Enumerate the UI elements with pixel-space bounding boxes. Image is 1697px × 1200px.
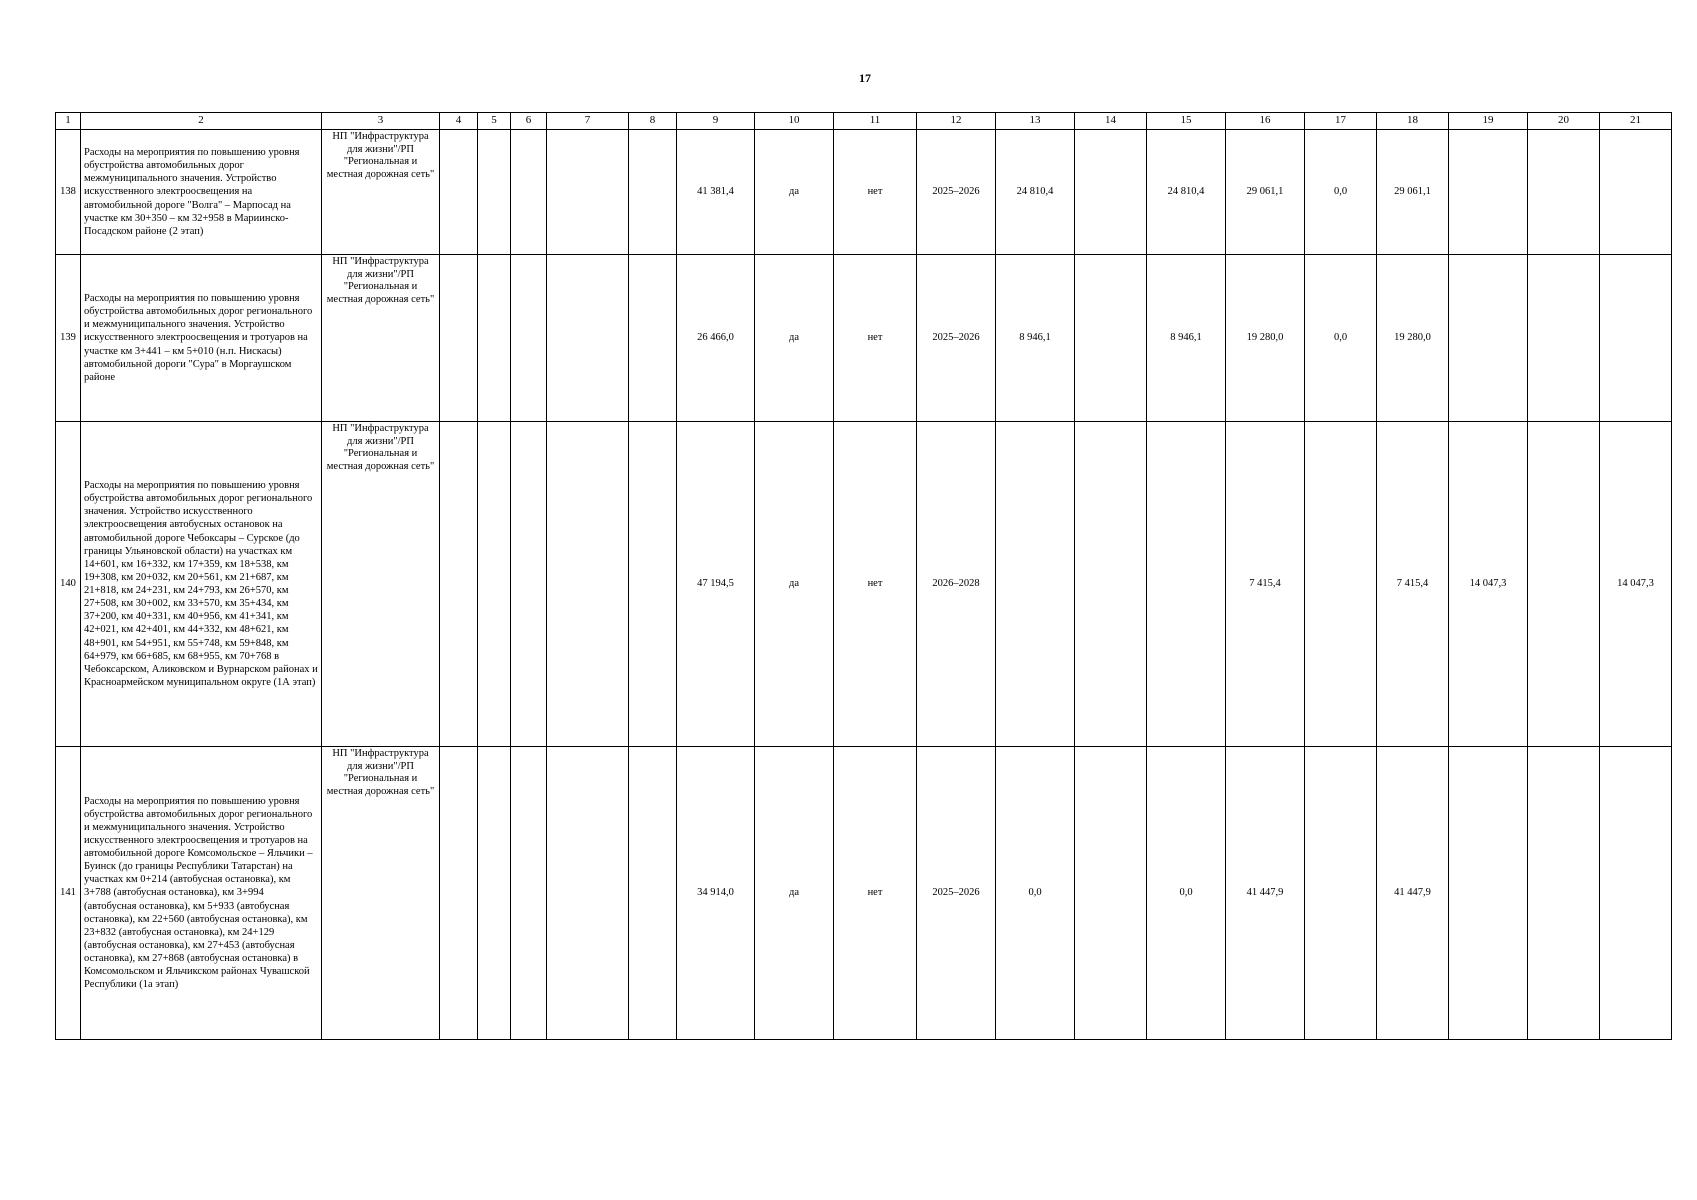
table-row <box>56 255 1672 422</box>
cell-col-19 <box>1449 747 1528 1040</box>
program-table <box>55 112 1672 1040</box>
cell-col-12: 2025–2026 <box>917 130 996 255</box>
column-header: 16 <box>1226 113 1305 130</box>
cell-col-15: 8 946,1 <box>1147 255 1226 422</box>
column-header: 20 <box>1528 113 1600 130</box>
cell-col-11: нет <box>834 422 917 747</box>
measure-name: Расходы на мероприятия по повышению уровня обустройства автомобильных дорог регионального и межмуниципального значения. Устройство искусственного электроосвещения и тротуаров на участке км 3+441 – км 5+010 (н.п. Нискасы) автомобильной дороги "Сура" в Моргаушском районе <box>81 255 322 422</box>
cell-col-14 <box>1075 747 1147 1040</box>
program-name: НП "Инфраструктура для жизни"/РП "Региональная и местная дорожная сеть" <box>322 422 440 747</box>
column-header: 18 <box>1377 113 1449 130</box>
column-header: 9 <box>677 113 755 130</box>
column-header: 15 <box>1147 113 1226 130</box>
cell-col-19: 14 047,3 <box>1449 422 1528 747</box>
row-number: 139 <box>56 255 81 422</box>
cell-col-17: 0,0 <box>1305 130 1377 255</box>
cell-col-17: 0,0 <box>1305 255 1377 422</box>
program-name: НП "Инфраструктура для жизни"/РП "Региональная и местная дорожная сеть" <box>322 130 440 255</box>
row-number: 141 <box>56 747 81 1040</box>
cell-col-18: 19 280,0 <box>1377 255 1449 422</box>
cell-col-5 <box>478 255 511 422</box>
cell-col-16: 19 280,0 <box>1226 255 1305 422</box>
cell-col-9: 47 194,5 <box>677 422 755 747</box>
cell-col-10: да <box>755 422 834 747</box>
cell-col-12: 2025–2026 <box>917 255 996 422</box>
column-header: 12 <box>917 113 996 130</box>
column-header: 5 <box>478 113 511 130</box>
column-header: 11 <box>834 113 917 130</box>
cell-col-7 <box>547 422 629 747</box>
cell-col-13 <box>996 422 1075 747</box>
cell-col-10: да <box>755 130 834 255</box>
cell-col-20 <box>1528 422 1600 747</box>
cell-col-9: 41 381,4 <box>677 130 755 255</box>
cell-col-11: нет <box>834 255 917 422</box>
cell-col-21 <box>1600 130 1672 255</box>
cell-col-15 <box>1147 422 1226 747</box>
row-number: 140 <box>56 422 81 747</box>
cell-col-12: 2026–2028 <box>917 422 996 747</box>
cell-col-4 <box>440 130 478 255</box>
cell-col-6 <box>511 422 547 747</box>
cell-col-4 <box>440 422 478 747</box>
column-header: 8 <box>629 113 677 130</box>
cell-col-21 <box>1600 747 1672 1040</box>
cell-col-18: 7 415,4 <box>1377 422 1449 747</box>
table-row <box>56 747 1672 1040</box>
column-header: 21 <box>1600 113 1672 130</box>
cell-col-19 <box>1449 255 1528 422</box>
cell-col-20 <box>1528 747 1600 1040</box>
column-header: 17 <box>1305 113 1377 130</box>
cell-col-13: 24 810,4 <box>996 130 1075 255</box>
column-header: 13 <box>996 113 1075 130</box>
cell-col-17 <box>1305 422 1377 747</box>
cell-col-16: 41 447,9 <box>1226 747 1305 1040</box>
cell-col-16: 29 061,1 <box>1226 130 1305 255</box>
measure-name: Расходы на мероприятия по повышению уровня обустройства автомобильных дорог регионального значения. Устройство искусственного электроосвещения автобусных остановок на автомобильной дороге Чебоксары – Сурское (до границы Ульяновской области) на участках км 14+601, км 16+332, км 17+359, км 18+538, км 19+308, км 20+032, км 20+561, км 21+687, км 21+818, км 24+231, км 24+793, км 26+570, км 27+508, км 30+002, км 33+570, км 35+434, км 37+200, км 40+331, км 40+956, км 41+341, км 42+021, км 42+401, км 44+332, км 48+621, км 48+901, км 54+951, км 55+748, км 59+848, км 64+979, км 66+685, км 68+955, км 70+768 в Чебоксарском, Аликовском и Вурнарском районах и Красноармейском муниципальном округе (1А этап) <box>81 422 322 747</box>
cell-col-20 <box>1528 130 1600 255</box>
cell-col-21 <box>1600 255 1672 422</box>
cell-col-17 <box>1305 747 1377 1040</box>
cell-col-4 <box>440 747 478 1040</box>
cell-col-13: 0,0 <box>996 747 1075 1040</box>
cell-col-8 <box>629 130 677 255</box>
cell-col-10: да <box>755 255 834 422</box>
measure-name: Расходы на мероприятия по повышению уровня обустройства автомобильных дорог межмуниципального значения. Устройство искусственного электроосвещения на автомобильной дороге "Волга" – Марпосад на участке км 30+350 – км 32+958 в Мариинско-Посадском районе (2 этап) <box>81 130 322 255</box>
cell-col-6 <box>511 747 547 1040</box>
cell-col-14 <box>1075 130 1147 255</box>
cell-col-5 <box>478 130 511 255</box>
measure-name: Расходы на мероприятия по повышению уровня обустройства автомобильных дорог регионального и межмуниципального значения. Устройство искусственного электроосвещения и тротуаров на автомобильной дороге Комсомольское – Яльчики – Буинск (до границы Республики Татарстан) на участках км 0+214 (автобусная остановка), км 3+788 (автобусная остановка), км 3+994 (автобусная остановка), км 5+933 (автобусная остановка), км 22+560 (автобусная остановка), км 23+832 (автобусная остановка), км 24+129 (автобусная остановка), км 27+453 (автобусная остановка), км 27+868 (автобусная остановка) в Комсомольском и Яльчикском районах Чувашской Республики (1а этап) <box>81 747 322 1040</box>
cell-col-7 <box>547 130 629 255</box>
cell-col-8 <box>629 422 677 747</box>
cell-col-20 <box>1528 255 1600 422</box>
cell-col-7 <box>547 747 629 1040</box>
cell-col-7 <box>547 255 629 422</box>
cell-col-6 <box>511 130 547 255</box>
cell-col-15: 0,0 <box>1147 747 1226 1040</box>
table-row <box>56 130 1672 255</box>
table-row <box>56 422 1672 747</box>
cell-col-19 <box>1449 130 1528 255</box>
cell-col-8 <box>629 747 677 1040</box>
cell-col-10: да <box>755 747 834 1040</box>
column-header: 2 <box>81 113 322 130</box>
cell-col-16: 7 415,4 <box>1226 422 1305 747</box>
cell-col-5 <box>478 747 511 1040</box>
cell-col-11: нет <box>834 130 917 255</box>
column-header: 3 <box>322 113 440 130</box>
column-header: 7 <box>547 113 629 130</box>
cell-col-9: 26 466,0 <box>677 255 755 422</box>
cell-col-18: 29 061,1 <box>1377 130 1449 255</box>
cell-col-14 <box>1075 255 1147 422</box>
column-header: 4 <box>440 113 478 130</box>
column-header: 6 <box>511 113 547 130</box>
cell-col-4 <box>440 255 478 422</box>
cell-col-9: 34 914,0 <box>677 747 755 1040</box>
cell-col-15: 24 810,4 <box>1147 130 1226 255</box>
column-header: 1 <box>56 113 81 130</box>
column-header: 14 <box>1075 113 1147 130</box>
header-row <box>56 113 1672 130</box>
cell-col-12: 2025–2026 <box>917 747 996 1040</box>
cell-col-11: нет <box>834 747 917 1040</box>
cell-col-8 <box>629 255 677 422</box>
cell-col-6 <box>511 255 547 422</box>
page-number: 17 <box>859 71 871 85</box>
column-header: 19 <box>1449 113 1528 130</box>
program-name: НП "Инфраструктура для жизни"/РП "Региональная и местная дорожная сеть" <box>322 255 440 422</box>
cell-col-14 <box>1075 422 1147 747</box>
program-name: НП "Инфраструктура для жизни"/РП "Региональная и местная дорожная сеть" <box>322 747 440 1040</box>
column-header: 10 <box>755 113 834 130</box>
cell-col-13: 8 946,1 <box>996 255 1075 422</box>
cell-col-18: 41 447,9 <box>1377 747 1449 1040</box>
cell-col-21: 14 047,3 <box>1600 422 1672 747</box>
row-number: 138 <box>56 130 81 255</box>
cell-col-5 <box>478 422 511 747</box>
